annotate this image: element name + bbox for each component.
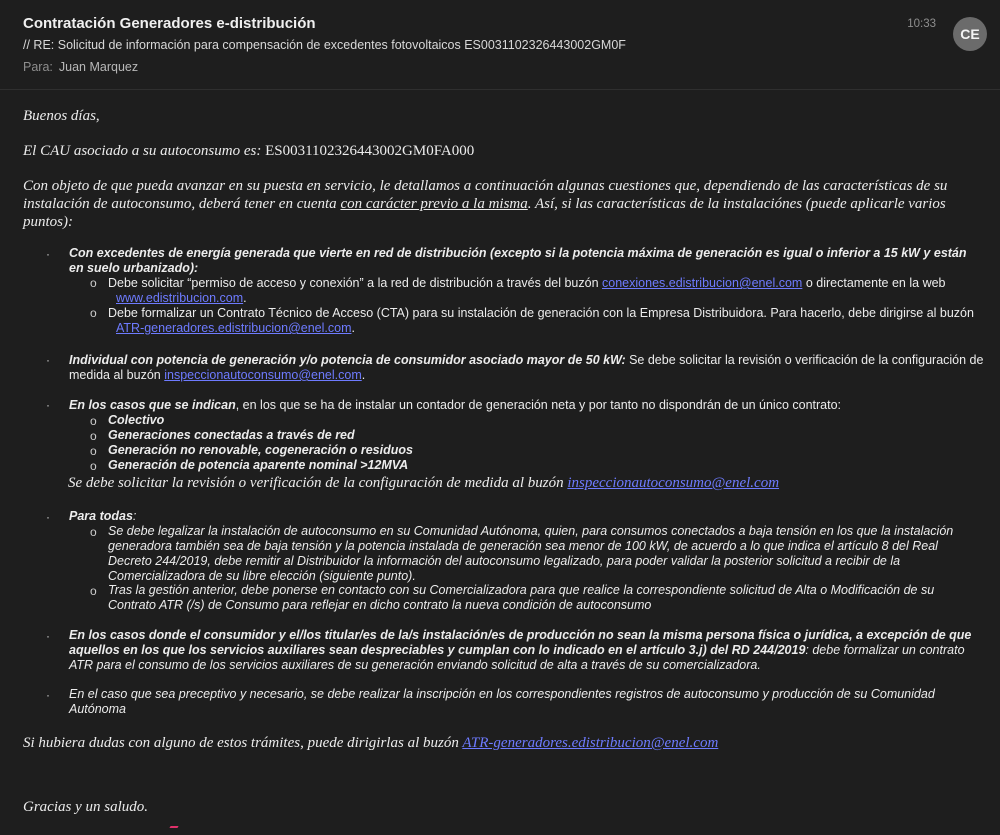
bullet3-item: Generaciones conectadas a través de red [108, 428, 355, 442]
bullet5-text: : debe formalizar un contrato ATR para el consumo de los servicios auxiliares de su generación enviando solicitud de alta a través de su comercializadora. [69, 643, 965, 672]
to-label: Para: [23, 60, 53, 74]
sub-bullet-icon: o [90, 444, 97, 458]
bullet5 [69, 628, 984, 673]
bullet3-item: Generación de potencia aparente nominal >12MVA [108, 458, 409, 472]
email-header [0, 0, 1000, 90]
bullet-icon: · [46, 510, 50, 524]
bullet1-sub2-text: Debe formalizar un Contrato Técnico de Acceso (CTA) para su instalación de generación con la Empresa Distribuidora. Para hacerlo, debe dirigirse al buzón [108, 306, 974, 320]
bullet1-sub2: Debe formalizar un Contrato Técnico de Acceso (CTA) para su instalación de generación con la Empresa Distribuidora. Para hacerlo, debe dirigirse al buzón ATR-generadores.edistribucion@enel.com. [108, 306, 974, 335]
atr-email-link[interactable]: ATR-generadores.edistribucion@enel.com [116, 321, 352, 335]
recipient-name[interactable]: Juan Marquez [58, 60, 139, 74]
email-subject: // RE: Solicitud de información para compensación de excedentes fotovoltaicos ES0031102326443002GM0F [23, 38, 626, 52]
inspeccion-email-link-2[interactable]: inspeccionautoconsumo@enel.com [567, 475, 780, 491]
sub-bullet-icon: o [90, 276, 97, 290]
bullet-icon: · [46, 398, 50, 412]
bullet3-item: Generación no renovable, cogeneración o residuos [108, 443, 413, 457]
sub-bullet-icon: o [90, 459, 97, 473]
bullet1-heading: Con excedentes de energía generada que vierte en red de distribución (excepto si la potencia máxima de generación es igual o inferior a 15 kW y están en suelo urbanizado): [69, 246, 967, 275]
bullet4-sub1: Se debe legalizar la instalación de autoconsumo en su Comunidad Autónoma, quien, para consumos conectados a baja tensión en los que la instalación generadora también sea de baja tensión y la potencia instalada de generación sea menor de 100 kW, de acuerdo a lo que indica el artículo 8 del Real Decreto 244/2019, debe remitir al Distribuidor la información del autoconsumo legalizado, para poder validar la posterior solicitud a recibir de la Comercializadora de su libre elección (siguiente punto). [108, 524, 954, 583]
bullet1-sub1-text-b: o directamente en la web [805, 276, 946, 290]
sub-bullet-icon: o [90, 584, 97, 598]
doubts-text: Si hubiera dudas con alguno de estos trámites, puede dirigirlas al buzón [23, 735, 459, 751]
email-time: 10:33 [907, 18, 936, 30]
conexiones-email-link[interactable]: conexiones.edistribucion@enel.com [602, 276, 803, 290]
cau-value: ES0031102326443002GM0FA000 [265, 143, 475, 159]
signature-mark [165, 826, 178, 835]
inspeccion-email-link[interactable]: inspeccionautoconsumo@enel.com [164, 368, 362, 382]
bullet4-sub2: Tras la gestión anterior, debe ponerse en contacto con su Comercializadora para que realice la correspondiente solicitud de Alta o Modificación de su Contrato ATR (/s) de Consumo para reflejar en dicho contrato la nueva condición de autoconsumo [108, 583, 935, 612]
edistribucion-web-link[interactable]: www.edistribucion.com [116, 291, 244, 305]
closing: Gracias y un saludo. [23, 799, 148, 815]
bullet4-heading [69, 509, 136, 524]
intro-underlined: con carácter previo a la misma [340, 196, 528, 212]
intro-text-a: Con objeto de que pueda avanzar en su puesta en servicio, le detallamos a continuación algunas cuestiones que, dependiendo de las características de su instalación de autoconsumo, deberá tener en cuenta [23, 178, 948, 212]
bullet2-text: Se debe solicitar la revisión o verificación de la configuración de medida al buzón [69, 353, 984, 382]
sub-bullet-icon: o [90, 525, 97, 539]
bullet3-note-text: Se debe solicitar la revisión o verificación de la configuración de medida al buzón [68, 475, 564, 491]
sub-bullet-icon: o [90, 414, 97, 428]
bullet2-heading: Individual con potencia de generación y/o potencia de consumidor asociado mayor de 50 kW: [69, 353, 626, 367]
doubts-line [23, 734, 718, 752]
bullet4-colon: : [132, 509, 137, 523]
greeting: Buenos días, [23, 108, 100, 124]
header-divider [0, 89, 1000, 90]
bullet3 [69, 398, 984, 413]
sub-bullet-icon: o [90, 306, 97, 320]
bullet3-heading: En los casos que se indican [69, 398, 236, 412]
bullet4-heading-text: Para todas [69, 509, 133, 523]
cau-label: El CAU asociado a su autoconsumo es: [23, 143, 262, 159]
atr-email-link-2[interactable]: ATR-generadores.edistribucion@enel.com [462, 735, 719, 751]
sub-bullet-icon: o [90, 429, 97, 443]
bullet6: En el caso que sea preceptivo y necesario, se debe realizar la inscripción en los correspondientes registros de autoconsumo y producción de su Comunidad Autónoma [69, 687, 935, 716]
sender-name[interactable]: Contratación Generadores e-distribución [23, 15, 316, 32]
recipient-line [23, 60, 138, 74]
bullet5-heading: En los casos donde el consumidor y el/los titular/es de la/s instalación/es de producción no sean la misma persona física o jurídica, a excepción de que aquellos en los que los servicios auxiliares sean despreciables y cumplan con lo indicado en el artículo 3.j) del RD 244/2019 [69, 628, 972, 657]
bullet-icon: · [46, 353, 50, 367]
bullet3-note [68, 474, 779, 492]
intro-paragraph [23, 177, 973, 231]
bullet3-text: , en los que se ha de instalar un contador de generación neta y por tanto no dispondrán de un único contrato: [235, 398, 842, 412]
cau-line [23, 142, 474, 160]
bullet3-item: Colectivo [108, 413, 165, 427]
avatar[interactable]: CE [953, 17, 987, 51]
intro-text-b: . Así, si las características de la instalaciónes (puede aplicarle varios puntos): [23, 196, 946, 230]
bullet-icon: · [46, 247, 50, 261]
bullet-icon: · [46, 629, 50, 643]
bullet2: Individual con potencia de generación y/o potencia de consumidor asociado mayor de 50 kW: Se debe solicitar la revisión o verificación de la configuración de medida al buzón inspeccionautoconsumo@enel.com. [69, 353, 984, 382]
bullet1-sub1: Debe solicitar “permiso de acceso y conexión” a la red de distribución a través del buzón conexiones.edistribucion@enel.com o directamente en la web www.edistribucion.com. [108, 276, 946, 305]
bullet-icon: · [46, 688, 50, 702]
bullet1-sub1-text: Debe solicitar “permiso de acceso y conexión” a la red de distribución a través del buzón [108, 276, 599, 290]
